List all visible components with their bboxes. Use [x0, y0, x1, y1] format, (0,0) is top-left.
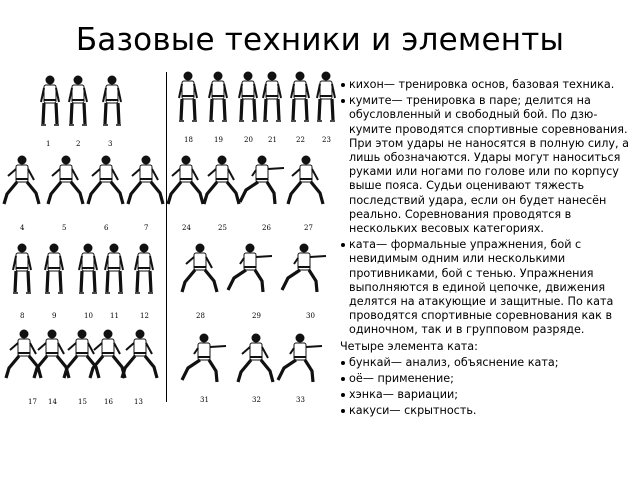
figure-number: 7	[144, 224, 149, 232]
figure-number: 20	[244, 136, 253, 144]
karate-figure	[182, 334, 226, 383]
content-text	[340, 78, 636, 421]
list-item: какуси— скрытность.	[340, 404, 636, 418]
karate-figure	[238, 334, 273, 383]
kata-heading: Четыре элемента ката:	[340, 339, 478, 353]
list-item: кихон— тренировка основ, базовая техника.	[340, 78, 636, 92]
figure-number: 32	[252, 396, 261, 404]
karate-figure	[209, 72, 227, 122]
figure-number: 6	[104, 224, 109, 232]
figure-number: 31	[200, 396, 209, 404]
karate-figure	[282, 244, 326, 293]
karate-figure	[105, 244, 123, 294]
list-item: хэнка— вариации;	[340, 388, 636, 402]
figure-number: 15	[78, 398, 87, 406]
figure-number: 3	[108, 140, 113, 148]
karate-figure	[69, 76, 87, 126]
list-item: ката— формальные упражнения, бой с невидимым одним или несколькими противниками, бой с тенью. Упражнения выполняются в единой цепочке, движения делятся на атакующие и защитные. По ката проводятся спортивные соревнования как в одиночном, так и в групповом разряде.	[340, 238, 636, 337]
figure-number: 24	[182, 224, 191, 232]
karate-figures-illustration	[0, 62, 340, 412]
figure-number: 9	[52, 312, 57, 320]
figure-number: 25	[218, 224, 227, 232]
figure-number: 33	[296, 396, 305, 404]
figure-number: 2	[76, 140, 81, 148]
karate-figure	[128, 156, 163, 205]
karate-figure	[228, 244, 272, 293]
karate-figure	[103, 76, 121, 126]
figure-number: 29	[252, 312, 261, 320]
karate-figure	[88, 156, 123, 205]
karate-figure	[168, 156, 203, 205]
karate-figure	[291, 72, 309, 122]
figure-number: 12	[140, 312, 149, 320]
karate-figure	[4, 156, 39, 205]
figure-number: 19	[214, 136, 223, 144]
figure-number: 17	[28, 398, 37, 406]
karate-figure	[182, 244, 217, 293]
slide-title: Базовые техники и элементы	[75, 22, 565, 58]
figure-number: 1	[46, 140, 51, 148]
karate-figure	[90, 330, 125, 379]
karate-figure	[79, 244, 97, 294]
figure-number: 21	[268, 136, 277, 144]
figure-number: 16	[104, 398, 113, 406]
karate-figure	[204, 156, 239, 205]
karate-figure	[48, 156, 83, 205]
figure-number: 5	[62, 224, 67, 232]
karate-figure	[240, 156, 284, 205]
figure-number: 27	[304, 224, 313, 232]
karate-figure	[278, 334, 322, 383]
list-item: кумите— тренировка в паре; делится на обусловленный и свободный бой. По дзю-кумите проводятся спортивные соревнования. При этом удары не наносятся в полную силу, а лишь обозначаются. Удары могут наноситься руками или ногами по голове или по корпусу выше пояса. Судьи оценивают тяжесть последствий удара, если он будет нанесён реально. Соревнования проводятся в нескольких весовых категориях.	[340, 94, 636, 236]
figure-number: 22	[296, 136, 305, 144]
figure-number: 23	[322, 136, 331, 144]
figure-divider	[166, 72, 167, 402]
karate-figure	[288, 156, 323, 205]
figure-number: 8	[20, 312, 25, 320]
figure-number: 14	[48, 398, 57, 406]
figure-number: 10	[84, 312, 93, 320]
figure-number: 28	[196, 312, 205, 320]
list-item: оё— применение;	[340, 372, 636, 386]
figure-number: 26	[262, 224, 271, 232]
karate-figure	[179, 72, 197, 122]
list-item: бункай— анализ, объяснение ката;	[340, 356, 636, 370]
figure-number: 18	[184, 136, 193, 144]
figure-number: 4	[20, 224, 25, 232]
karate-figure	[41, 76, 59, 126]
figure-number: 30	[306, 312, 315, 320]
figure-number: 13	[134, 398, 143, 406]
karate-figure	[135, 244, 153, 294]
karate-figure	[239, 72, 257, 122]
karate-figure	[122, 330, 157, 379]
karate-figure	[263, 72, 281, 122]
karate-figure	[45, 244, 63, 294]
karate-figure	[13, 244, 31, 294]
figure-number: 11	[110, 312, 119, 320]
karate-figure	[317, 72, 335, 122]
